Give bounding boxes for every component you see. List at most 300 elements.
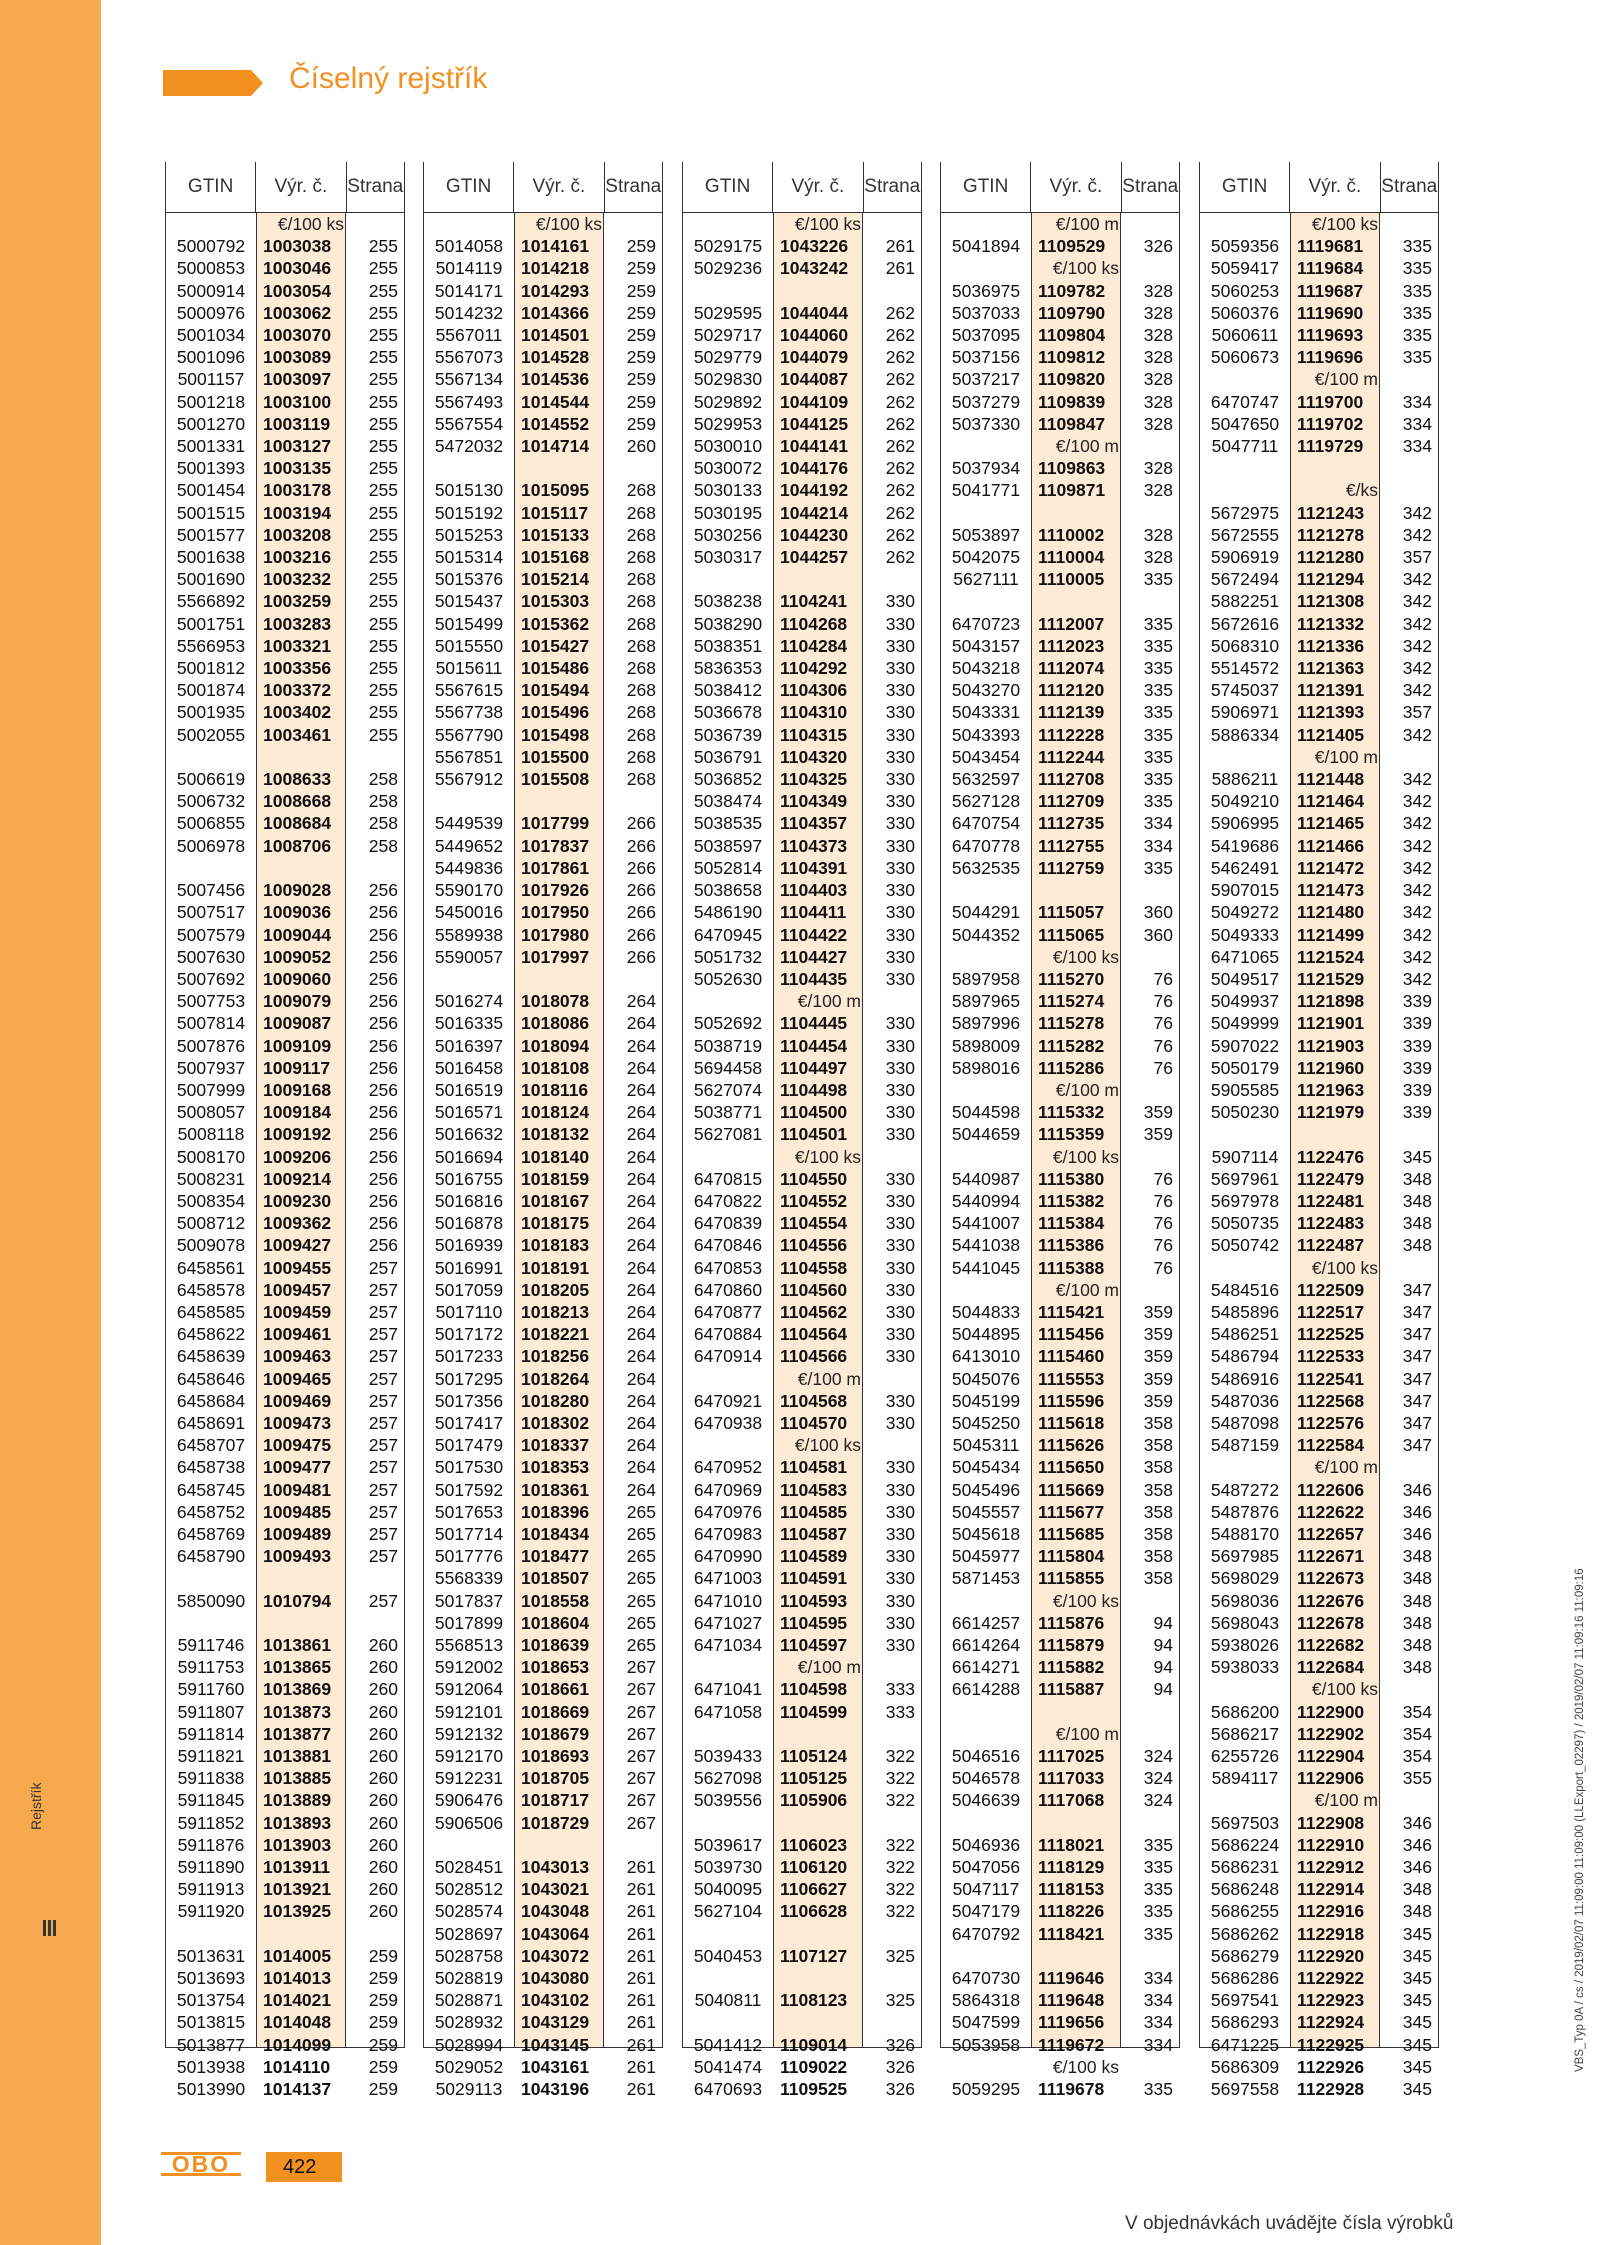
gtin-cell: 5745037: [1210, 680, 1280, 701]
product-number-cell: 1121979: [1297, 1102, 1365, 1123]
product-number-cell: 1104349: [780, 791, 848, 812]
gtin-cell: 5038771: [693, 1102, 763, 1123]
gtin-cell: 5686231: [1210, 1857, 1280, 1878]
product-number-cell: 1015133: [521, 524, 590, 545]
table-row: [1200, 1834, 1438, 1856]
table-row: [683, 924, 921, 946]
product-number-cell: 1018256: [521, 1346, 590, 1367]
page-cell: 345: [1402, 1968, 1432, 1989]
page-cell: 258: [368, 769, 398, 790]
page-cell: 256: [368, 1235, 398, 1256]
footer-note: V objednávkách uvádějte čísla výrobků: [1125, 2213, 1454, 2234]
product-number-cell: €/100 m: [1055, 1279, 1119, 1300]
product-number-cell: 1015500: [521, 746, 590, 767]
product-number-cell: 1122914: [1297, 1879, 1365, 1900]
table-row: [166, 1012, 404, 1034]
product-number-cell: 1009192: [263, 1124, 332, 1145]
gtin-cell: 5036852: [693, 769, 763, 790]
product-number-cell: 1121963: [1297, 1079, 1365, 1100]
page-cell: [1380, 1678, 1438, 1700]
product-number-cell: [1031, 1812, 1121, 1834]
product-number-cell: 1009087: [263, 1013, 332, 1034]
product-number-cell: 1122622: [1297, 1501, 1365, 1522]
table-row: [941, 1923, 1179, 1945]
page-cell: 264: [626, 1412, 656, 1433]
gtin-cell: 5036678: [693, 702, 763, 723]
product-number-cell: 1043161: [521, 2056, 590, 2077]
product-number-cell: 1018124: [521, 1102, 590, 1123]
product-number-cell: 1043080: [521, 1968, 590, 1989]
header-gtin: GTIN: [445, 176, 492, 197]
product-number-cell: 1122533: [1297, 1346, 1365, 1367]
page-cell: 260: [368, 1879, 398, 1900]
product-number-cell: 1003259: [263, 591, 332, 612]
product-number-cell: 1122568: [1297, 1390, 1365, 1411]
page-cell: 255: [368, 436, 398, 457]
product-number-cell: 1013861: [263, 1635, 332, 1655]
product-number-cell: 1018434: [521, 1523, 590, 1544]
product-number-cell: 1014021: [263, 1990, 332, 2011]
table-row: [424, 657, 662, 679]
price-unit-row: [941, 1279, 1179, 1301]
table-row: [1200, 1900, 1438, 1922]
product-number-cell: 1014048: [263, 2012, 332, 2033]
table-row: [1200, 1501, 1438, 1523]
table-row: [166, 1257, 404, 1279]
page-cell: 328: [1143, 413, 1173, 434]
page-cell: 330: [885, 1523, 915, 1544]
price-unit-row: [1200, 213, 1438, 235]
gtin-cell: 5038719: [693, 1035, 763, 1056]
page-cell: 257: [368, 1279, 398, 1300]
page-cell: 255: [368, 569, 398, 590]
page-cell: 262: [885, 480, 915, 501]
page-cell: [863, 1146, 921, 1168]
gtin-cell: [683, 213, 773, 235]
table-row: [166, 280, 404, 302]
product-number-cell: 1104591: [780, 1568, 848, 1589]
table-row: [424, 613, 662, 635]
table-row: [166, 1345, 404, 1367]
page-cell: 322: [885, 1857, 915, 1878]
table-row: [683, 568, 921, 590]
page-cell: 358: [1143, 1546, 1173, 1567]
table-row: [424, 2078, 662, 2100]
header-page: Strana: [1122, 176, 1179, 197]
gtin-cell: 5044659: [951, 1124, 1021, 1145]
product-number-cell: 1122479: [1297, 1168, 1365, 1189]
page-cell: 260: [368, 1657, 398, 1678]
product-number-cell: 1015303: [521, 591, 590, 612]
page-cell: 261: [885, 258, 915, 279]
product-number-cell: 1009427: [263, 1235, 332, 1256]
table-row: [1200, 924, 1438, 946]
product-number-cell: 1014110: [263, 2056, 331, 2077]
product-number-cell: 1119700: [1297, 391, 1364, 412]
product-number-cell: 1121332: [1297, 613, 1365, 634]
page-cell: [1121, 1812, 1179, 1834]
gtin-cell: 5007753: [176, 991, 246, 1012]
table-row: [683, 879, 921, 901]
gtin-cell: 5052630: [693, 968, 763, 989]
table-row: [683, 1678, 921, 1700]
table-row: [424, 1301, 662, 1323]
table-row: [683, 635, 921, 657]
page-cell: 264: [626, 1035, 656, 1056]
gtin-cell: 5059356: [1210, 236, 1280, 257]
page-cell: 335: [1143, 680, 1173, 701]
gtin-cell: 5045618: [951, 1523, 1021, 1544]
product-number-cell: 1106627: [780, 1879, 848, 1900]
product-number-cell: 1122509: [1297, 1279, 1365, 1300]
gtin-cell: 5007999: [176, 1079, 246, 1100]
product-number-cell: 1109790: [1038, 302, 1106, 323]
page-cell: 268: [626, 724, 656, 745]
gtin-cell: [941, 213, 1031, 235]
product-number-cell: 1104411: [780, 902, 847, 923]
page-cell: 330: [885, 1190, 915, 1211]
table-row: [941, 1057, 1179, 1079]
page-cell: 348: [1402, 1590, 1432, 1611]
gtin-cell: 6471065: [1210, 946, 1280, 967]
table-row: [683, 1190, 921, 1212]
table-row: [1200, 812, 1438, 834]
gtin-cell: 6458745: [176, 1479, 246, 1500]
product-number-cell: 1119646: [1038, 1968, 1105, 1989]
table-row: [941, 1123, 1179, 1145]
gtin-cell: 5050179: [1210, 1057, 1280, 1078]
gtin-cell: 5627104: [693, 1901, 763, 1922]
gtin-cell: [941, 502, 1031, 524]
gtin-cell: 5686217: [1210, 1723, 1280, 1744]
gtin-cell: 5044833: [951, 1301, 1021, 1322]
table-row: [683, 502, 921, 524]
page-cell: 322: [885, 1879, 915, 1900]
page-cell: 257: [368, 1257, 398, 1278]
page-cell: 256: [368, 1213, 398, 1234]
index-column: [165, 162, 405, 2100]
product-number-cell: [773, 568, 863, 590]
product-number-cell: 1009117: [263, 1057, 331, 1078]
page-cell: 330: [885, 791, 915, 812]
page-cell: 328: [1143, 547, 1173, 568]
table-row: [166, 1390, 404, 1412]
gtin-cell: 5015253: [434, 524, 504, 545]
table-row: [683, 368, 921, 390]
product-number-cell: 1121499: [1297, 924, 1365, 945]
page-cell: 328: [1143, 280, 1173, 301]
page-cell: 259: [368, 2056, 398, 2077]
page-cell: 322: [885, 1790, 915, 1811]
product-number-cell: 1121363: [1297, 658, 1365, 679]
page-cell: 262: [885, 524, 915, 545]
product-number-cell: 1115274: [1038, 991, 1105, 1012]
page-cell: 334: [1402, 413, 1432, 434]
page-cell: [1121, 1079, 1179, 1101]
product-number-cell: €/100 m: [797, 1657, 861, 1678]
table-row: [941, 1190, 1179, 1212]
table-row: [941, 1834, 1179, 1856]
table-row: [424, 1101, 662, 1123]
table-row: [1200, 768, 1438, 790]
table-row: [166, 1501, 404, 1523]
gtin-cell: 6614271: [951, 1657, 1021, 1678]
column-header: [941, 162, 1179, 213]
table-row: [424, 1856, 662, 1878]
table-row: [941, 368, 1179, 390]
product-number-cell: €/100 m: [1055, 1723, 1119, 1744]
index-column: [940, 162, 1180, 2100]
product-number-cell: 1115669: [1038, 1479, 1105, 1500]
product-number-cell: 1018353: [521, 1457, 590, 1478]
product-number-cell: 1122922: [1297, 1968, 1365, 1989]
page-cell: 255: [368, 502, 398, 523]
table-row: [424, 768, 662, 790]
table-row: [683, 1035, 921, 1057]
gtin-cell: 6470969: [693, 1479, 763, 1500]
table-row: [424, 457, 662, 479]
gtin-cell: 5907015: [1210, 880, 1280, 901]
gtin-cell: 5016878: [434, 1213, 504, 1234]
product-number-cell: 1013921: [263, 1879, 332, 1900]
page-cell: 268: [626, 613, 656, 634]
table-row: [941, 1257, 1179, 1279]
column-header: [683, 162, 921, 213]
page-cell: 265: [626, 1568, 656, 1589]
page-cell: 259: [626, 347, 656, 368]
product-number-cell: 1003127: [263, 436, 332, 457]
page-cell: 322: [885, 1834, 915, 1855]
product-number-cell: 1018705: [521, 1768, 590, 1789]
price-unit-row: [941, 2056, 1179, 2078]
page-cell: 335: [1143, 2079, 1173, 2100]
page-cell: 339: [1402, 991, 1432, 1012]
gtin-cell: 5001690: [176, 569, 246, 590]
gtin-cell: 5036791: [693, 746, 763, 767]
page-cell: 325: [885, 1945, 915, 1966]
page-cell: 359: [1143, 1390, 1173, 1411]
gtin-cell: [166, 1923, 256, 1945]
gtin-cell: 6470860: [693, 1279, 763, 1300]
gtin-cell: 6458707: [176, 1435, 246, 1456]
page-cell: 359: [1143, 1124, 1173, 1145]
gtin-cell: 5015611: [435, 658, 503, 679]
gtin-cell: 5017714: [434, 1523, 504, 1544]
gtin-cell: 6458752: [176, 1501, 246, 1522]
table-row: [424, 946, 662, 968]
product-number-cell: 1104570: [780, 1412, 848, 1433]
gtin-cell: 5912002: [434, 1657, 504, 1678]
gtin-cell: 5045199: [951, 1390, 1021, 1411]
product-number-cell: 1018094: [521, 1035, 590, 1056]
gtin-cell: 5049999: [1210, 1013, 1280, 1034]
header-product-number: Výr. č.: [1289, 162, 1380, 212]
gtin-cell: 5014058: [434, 236, 504, 257]
price-unit-row: [941, 1723, 1179, 1745]
gtin-cell: 5037217: [951, 369, 1021, 390]
table-row: [1200, 568, 1438, 590]
table-row: [166, 1168, 404, 1190]
product-number-cell: 1118153: [1038, 1879, 1105, 1900]
gtin-cell: 6458585: [176, 1301, 246, 1322]
product-number-cell: 1119687: [1297, 280, 1364, 301]
table-row: [166, 679, 404, 701]
product-number-cell: 1018116: [521, 1079, 589, 1100]
page-cell: 347: [1402, 1279, 1432, 1300]
gtin-cell: 5028451: [434, 1857, 504, 1878]
page-cell: 264: [626, 1457, 656, 1478]
gtin-cell: 5441038: [951, 1235, 1021, 1256]
page-cell: 330: [885, 857, 915, 878]
gtin-cell: [166, 213, 256, 235]
gtin-cell: 5911913: [177, 1879, 245, 1900]
table-row: [683, 457, 921, 479]
product-number-cell: 1104454: [780, 1035, 848, 1056]
gtin-cell: [1200, 457, 1290, 479]
gtin-cell: [424, 790, 514, 812]
gtin-cell: 5000853: [176, 258, 246, 279]
gtin-cell: 5038412: [693, 680, 763, 701]
table-row: [166, 1967, 404, 1989]
page-cell: 345: [1402, 2056, 1432, 2077]
product-number-cell: 1112023: [1038, 635, 1105, 656]
page-cell: 261: [626, 1879, 656, 1900]
table-row: [1200, 1878, 1438, 1900]
gtin-cell: 5566892: [176, 591, 246, 612]
product-number-cell: 1015427: [521, 635, 590, 656]
table-row: [166, 1079, 404, 1101]
gtin-cell: 6471003: [693, 1568, 763, 1589]
table-row: [683, 679, 921, 701]
gtin-cell: 5632535: [951, 857, 1021, 878]
product-number-cell: 1009168: [263, 1079, 332, 1100]
table-row: [166, 901, 404, 923]
table-row: [424, 790, 662, 812]
product-number-cell: 1109871: [1038, 480, 1106, 501]
table-row: [1200, 324, 1438, 346]
page-cell: 76: [1153, 1257, 1173, 1278]
product-number-cell: 1018558: [521, 1590, 590, 1611]
gtin-cell: 5906506: [434, 1812, 504, 1833]
product-number-cell: 1009469: [263, 1390, 332, 1411]
page-cell: [1121, 590, 1179, 612]
product-number-cell: 1104500: [780, 1102, 848, 1123]
table-row: [941, 1323, 1179, 1345]
product-number-cell: [1031, 590, 1121, 612]
product-number-cell: 1018361: [521, 1479, 590, 1500]
product-number-cell: 1044257: [780, 547, 849, 568]
page-cell: 358: [1143, 1412, 1173, 1433]
product-number-cell: 1112007: [1038, 613, 1105, 634]
page-cell: 322: [885, 1901, 915, 1922]
page-cell: [863, 1923, 921, 1945]
index-column: [682, 162, 922, 2100]
page-cell: 348: [1402, 1879, 1432, 1900]
page-cell: 359: [1143, 1324, 1173, 1345]
product-number-cell: €/ks: [1345, 480, 1378, 501]
table-row: [683, 2078, 921, 2100]
table-row: [683, 1101, 921, 1123]
page-cell: 261: [626, 1923, 656, 1944]
product-number-cell: 1017926: [521, 880, 590, 901]
product-number-cell: 1115460: [1038, 1346, 1105, 1367]
page-cell: 264: [626, 1013, 656, 1034]
gtin-cell: 5016939: [434, 1235, 504, 1256]
gtin-cell: [683, 990, 773, 1012]
page-cell: 260: [368, 1679, 398, 1700]
product-number-cell: [1031, 1701, 1121, 1723]
table-row: [1200, 657, 1438, 679]
page-cell: 268: [626, 480, 656, 501]
page-cell: 262: [885, 391, 915, 412]
product-number-cell: 1122673: [1297, 1568, 1365, 1589]
table-row: [941, 590, 1179, 612]
product-number-cell: 1104558: [780, 1257, 848, 1278]
price-unit-row: [683, 1434, 921, 1456]
gtin-cell: 5041771: [951, 480, 1021, 501]
table-row: [941, 1989, 1179, 2011]
page-cell: 267: [626, 1812, 656, 1833]
page-cell: 328: [1143, 369, 1173, 390]
page-cell: 257: [368, 1324, 398, 1345]
product-number-cell: 1015168: [521, 547, 590, 568]
page-cell: 335: [1143, 635, 1173, 656]
gtin-cell: 5001874: [176, 680, 246, 701]
page-cell: 330: [885, 1168, 915, 1189]
page-cell: [1121, 213, 1179, 235]
product-number-cell: 1013925: [263, 1901, 332, 1922]
gtin-cell: 5043454: [951, 746, 1021, 767]
gtin-cell: 5044352: [951, 924, 1021, 945]
product-number-cell: 1118421: [1038, 1923, 1105, 1944]
gtin-cell: 5030256: [693, 524, 763, 545]
product-number-cell: 1044125: [780, 413, 849, 434]
page-cell: [863, 1656, 921, 1678]
product-number-cell: 1105906: [780, 1790, 848, 1811]
product-number-cell: 1018159: [521, 1168, 590, 1189]
table-row: [1200, 1590, 1438, 1612]
product-number-cell: 1009362: [263, 1213, 332, 1234]
product-number-cell: 1018264: [521, 1368, 590, 1389]
gtin-cell: 5906919: [1210, 547, 1280, 568]
gtin-cell: 5567134: [434, 369, 504, 390]
product-number-cell: 1043072: [521, 1945, 590, 1966]
page-cell: 267: [626, 1746, 656, 1767]
page-cell: 255: [368, 635, 398, 656]
product-number-cell: 1104498: [780, 1079, 848, 1100]
page-cell: 348: [1402, 1190, 1432, 1211]
page-cell: 256: [368, 946, 398, 967]
product-number-cell: 1121294: [1297, 569, 1365, 590]
gtin-cell: 5045557: [951, 1501, 1021, 1522]
page-cell: 268: [626, 658, 656, 679]
product-number-cell: 1122928: [1297, 2079, 1365, 2100]
product-number-cell: 1115685: [1038, 1523, 1105, 1544]
product-number-cell: 1104284: [780, 635, 848, 656]
product-number-cell: 1009206: [263, 1146, 332, 1167]
page-cell: 330: [885, 946, 915, 967]
table-row: [683, 1079, 921, 1101]
gtin-cell: 6458769: [176, 1523, 246, 1544]
product-number-cell: 1119729: [1297, 436, 1364, 457]
gtin-cell: [683, 1723, 773, 1745]
page-cell: 76: [1153, 1057, 1173, 1078]
page-cell: 330: [885, 1568, 915, 1589]
table-row: [166, 590, 404, 612]
page-cell: 360: [1143, 902, 1173, 923]
page-cell: 325: [885, 1990, 915, 2011]
page-cell: 330: [885, 835, 915, 856]
